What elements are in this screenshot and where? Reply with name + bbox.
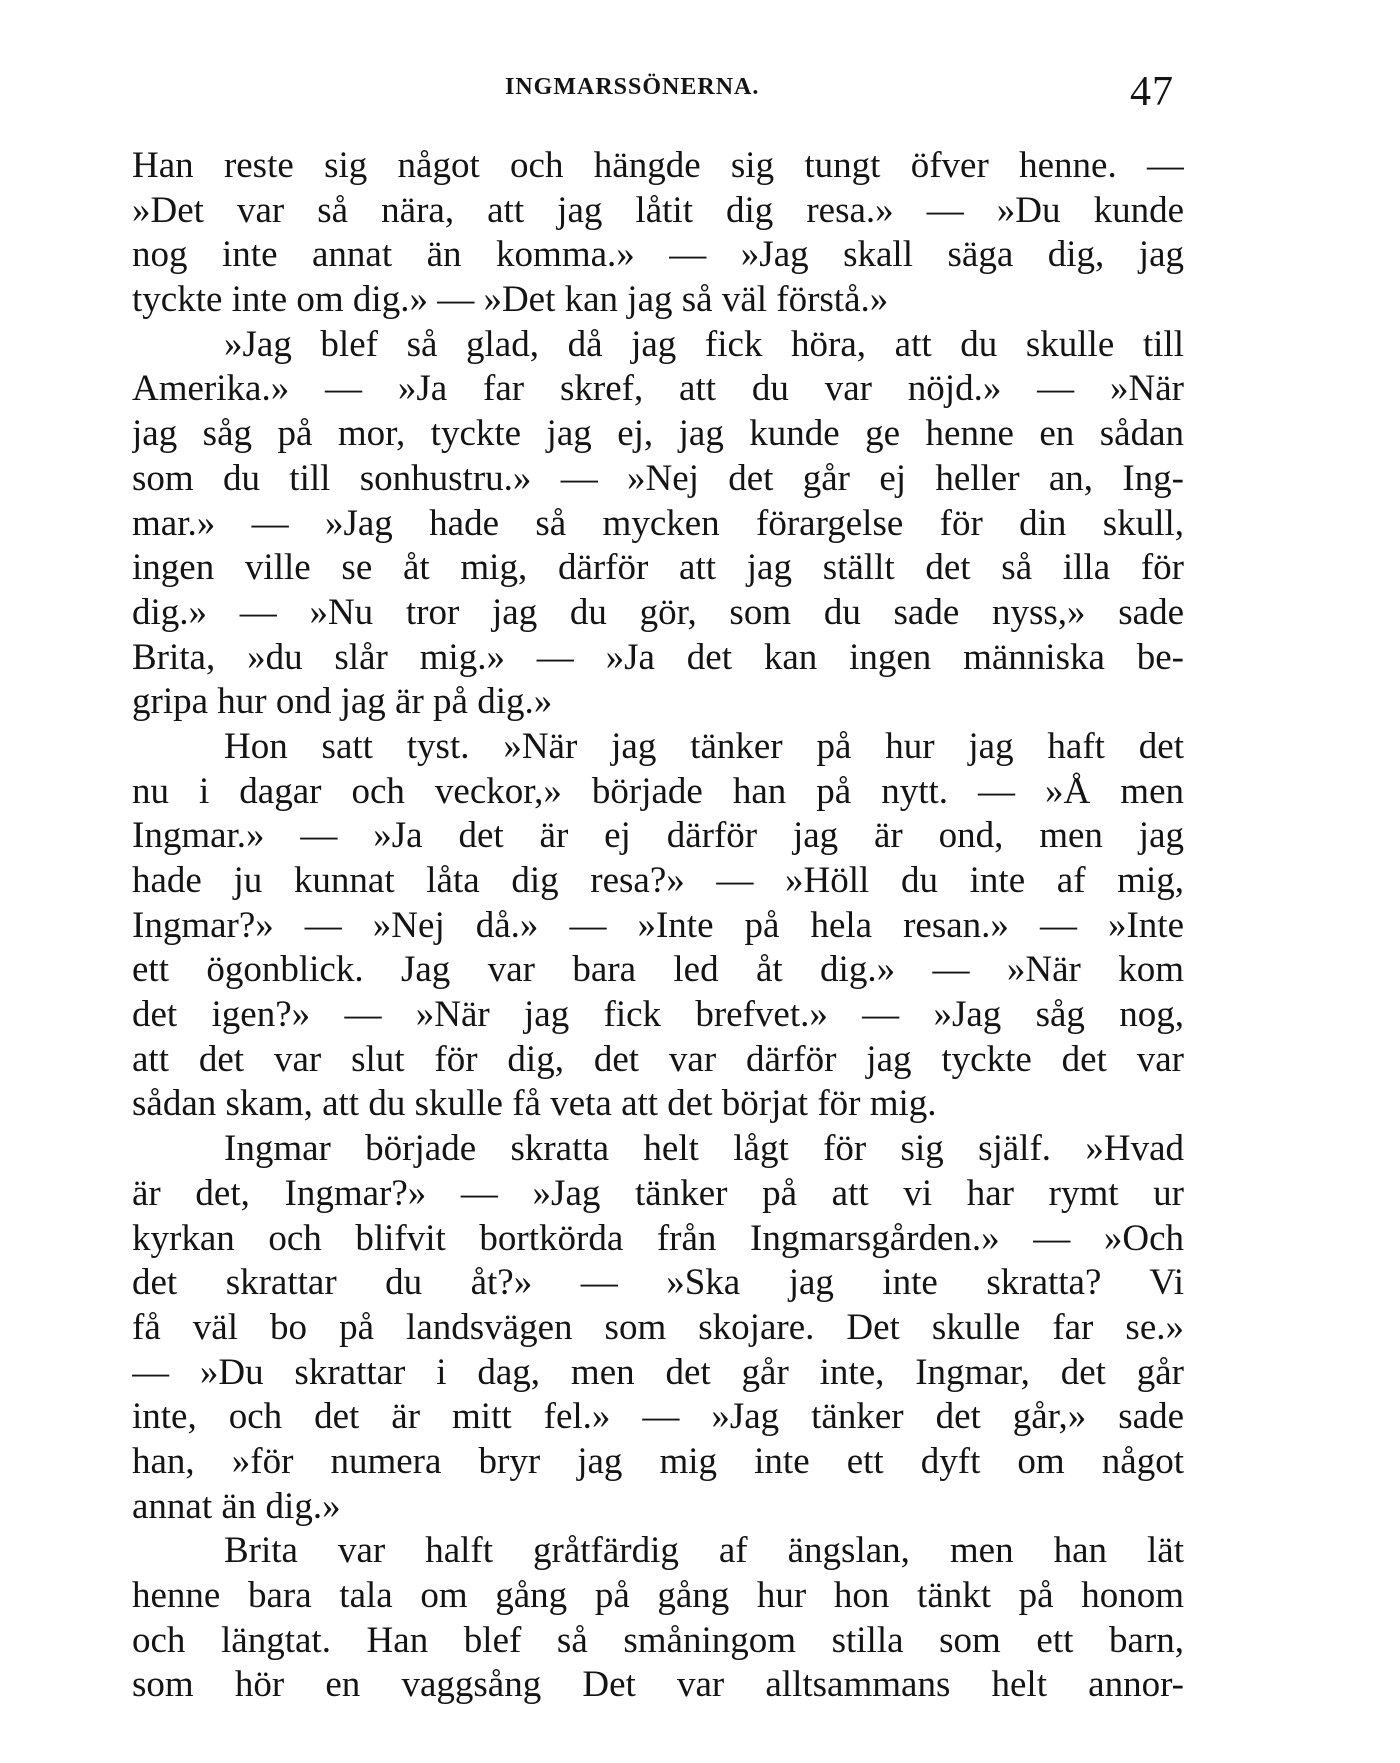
text-line: Hon satt tyst. »När jag tänker på hur jag haft det — [224, 725, 1184, 767]
text-line: nog inte annat än komma.» — »Jag skall säga dig, jag — [132, 234, 1184, 276]
text-line: det skrattar du åt?» — »Ska jag inte skratta? Vi — [132, 1262, 1184, 1304]
text-line: nu i dagar och veckor,» började han på nytt. — »Å men — [132, 770, 1184, 812]
text-line: kyrkan och blifvit bortkörda från Ingmarsgården.» — »Och — [132, 1217, 1184, 1259]
text-line: annat än dig.» — [132, 1485, 341, 1527]
text-line: Ingmar?» — »Nej då.» — »Inte på hela resan.» — »Inte — [132, 904, 1184, 946]
text-line: tyckte inte om dig.» — »Det kan jag så väl förstå.» — [132, 279, 889, 321]
text-line: dig.» — »Nu tror jag du gör, som du sade nyss,» sade — [132, 591, 1184, 633]
text-line: hade ju kunnat låta dig resa?» — »Höll du inte af mig, — [132, 860, 1184, 901]
page-number: 47 — [1130, 69, 1174, 115]
text-line: Ingmar började skratta helt lågt för sig själf. »Hvad — [224, 1128, 1184, 1170]
text-line: gripa hur ond jag är på dig.» — [132, 681, 553, 723]
text-line: att det var slut för dig, det var därför jag tyckte det var — [132, 1038, 1184, 1080]
text-line: som hör en vaggsång Det var alltsammans helt annor- — [132, 1664, 1184, 1706]
text-line: Amerika.» — »Ja far skref, att du var nöjd.» — »När — [132, 368, 1184, 410]
text-line: Ingmar.» — »Ja det är ej därför jag är ond, men jag — [132, 815, 1184, 857]
text-line: jag såg på mor, tyckte jag ej, jag kunde ge henne en sådan — [132, 413, 1184, 455]
text-line: ett ögonblick. Jag var bara led åt dig.» — »När kom — [132, 949, 1184, 991]
text-line: han, »för numera bryr jag mig inte ett dyft om något — [132, 1440, 1184, 1482]
text-line: Han reste sig något och hängde sig tungt öfver henne. — — [132, 145, 1184, 186]
text-line: — »Du skrattar i dag, men det går inte, Ingmar, det går — [132, 1351, 1184, 1393]
text-line: som du till sonhustru.» — »Nej det går ej heller an, Ing- — [132, 457, 1184, 499]
text-line: henne bara tala om gång på gång hur hon tänkt på honom — [132, 1575, 1184, 1616]
text-line: sådan skam, att du skulle få veta att det börjat för mig. — [132, 1083, 937, 1125]
text-line: det igen?» — »När jag fick brefvet.» — »Jag såg nog, — [132, 994, 1184, 1036]
text-line: »Det var så nära, att jag låtit dig resa.» — »Du kunde — [132, 189, 1184, 231]
text-line: är det, Ingmar?» — »Jag tänker på att vi har rymt ur — [132, 1172, 1184, 1214]
running-title: INGMARSSÖNERNA. — [505, 74, 760, 100]
text-line: ingen ville se åt mig, därför att jag ställt det så illa för — [132, 547, 1184, 589]
text-line: Brita var halft gråtfärdig af ängslan, men han lät — [224, 1530, 1184, 1572]
text-line: och längtat. Han blef så småningom stilla som ett barn, — [132, 1619, 1184, 1661]
text-line: mar.» — »Jag hade så mycken förargelse för din skull, — [132, 502, 1184, 544]
text-line: Brita, »du slår mig.» — »Ja det kan ingen människa be- — [132, 636, 1184, 678]
text-line: »Jag blef så glad, då jag fick höra, att du skulle till — [224, 323, 1184, 365]
body-text — [132, 144, 1184, 1708]
text-line: få väl bo på landsvägen som skojare. Det skulle far se.» — [132, 1306, 1184, 1348]
text-line: inte, och det är mitt fel.» — »Jag tänker det går,» sade — [132, 1396, 1184, 1438]
